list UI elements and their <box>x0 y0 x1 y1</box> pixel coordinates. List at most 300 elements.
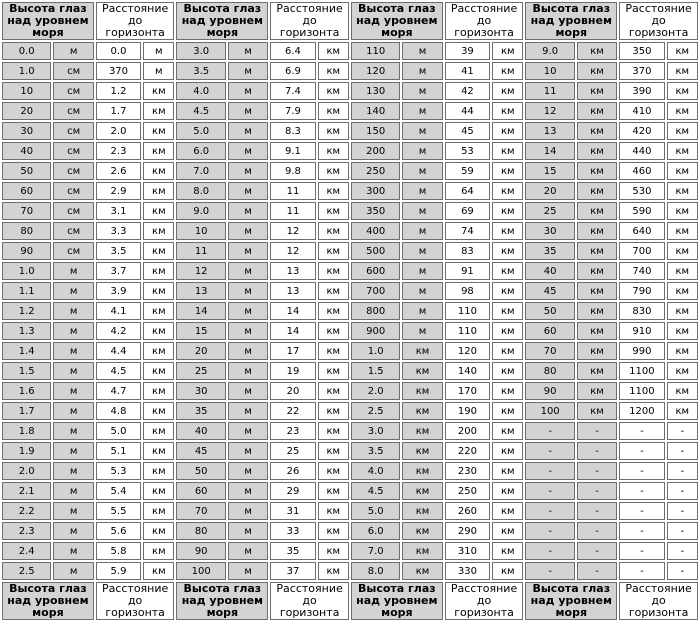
height-value: 80 <box>525 362 574 380</box>
height-unit: м <box>228 242 268 260</box>
height-value: 1.3 <box>2 322 51 340</box>
height-value: 1.7 <box>2 402 51 420</box>
height-value: 3.0 <box>176 42 225 60</box>
distance-value: 13 <box>270 262 315 280</box>
height-value: 6.0 <box>176 142 225 160</box>
distance-unit: км <box>667 162 698 180</box>
distance-value: 3.5 <box>96 242 141 260</box>
distance-unit: км <box>143 282 174 300</box>
distance-unit: км <box>143 522 174 540</box>
height-value: 7.0 <box>351 542 400 560</box>
height-unit: км <box>577 302 617 320</box>
distance-unit: км <box>143 82 174 100</box>
height-unit: м <box>53 562 93 580</box>
height-value: 140 <box>351 102 400 120</box>
height-value: 13 <box>525 122 574 140</box>
distance-unit: км <box>318 382 349 400</box>
height-value: 4.5 <box>176 102 225 120</box>
height-unit: м <box>228 162 268 180</box>
height-unit: м <box>53 302 93 320</box>
distance-unit: км <box>667 102 698 120</box>
height-value: 2.2 <box>2 502 51 520</box>
height-value: 90 <box>2 242 51 260</box>
distance-unit: км <box>667 362 698 380</box>
distance-unit: - <box>667 462 698 480</box>
height-unit: м <box>53 362 93 380</box>
distance-value: 4.4 <box>96 342 141 360</box>
height-value: 10 <box>176 222 225 240</box>
height-value: 20 <box>525 182 574 200</box>
height-value: 1.0 <box>2 62 51 80</box>
height-value: 10 <box>525 62 574 80</box>
height-value: 1.1 <box>2 282 51 300</box>
distance-value: 0.0 <box>96 42 141 60</box>
distance-unit: км <box>492 142 523 160</box>
distance-footer: Расстояние до горизонта <box>619 582 698 620</box>
height-unit: м <box>228 262 268 280</box>
height-unit: м <box>228 82 268 100</box>
height-unit: км <box>577 402 617 420</box>
distance-value: 7.9 <box>270 102 315 120</box>
height-value: - <box>525 502 574 520</box>
distance-value: 1200 <box>619 402 664 420</box>
height-unit: см <box>53 242 93 260</box>
distance-value: 23 <box>270 422 315 440</box>
distance-unit: км <box>318 182 349 200</box>
height-value: 100 <box>525 402 574 420</box>
height-value: - <box>525 522 574 540</box>
height-unit: м <box>53 282 93 300</box>
height-header: Высота глаз над уровнем моря <box>176 2 268 40</box>
distance-unit: км <box>143 442 174 460</box>
height-unit: м <box>228 382 268 400</box>
height-value: 15 <box>525 162 574 180</box>
height-value: 35 <box>525 242 574 260</box>
distance-value: 740 <box>619 262 664 280</box>
table-row <box>2 242 698 260</box>
height-unit: м <box>402 142 442 160</box>
height-value: 3.5 <box>351 442 400 460</box>
height-value: 70 <box>176 502 225 520</box>
distance-unit: км <box>143 122 174 140</box>
distance-value: 460 <box>619 162 664 180</box>
distance-unit: км <box>667 62 698 80</box>
height-unit: км <box>402 402 442 420</box>
distance-value: 83 <box>445 242 490 260</box>
header-row <box>2 2 698 40</box>
distance-unit: км <box>667 242 698 260</box>
distance-unit: км <box>667 282 698 300</box>
height-value: 3.0 <box>351 422 400 440</box>
distance-value: 3.7 <box>96 262 141 280</box>
distance-value: 8.3 <box>270 122 315 140</box>
distance-value: 91 <box>445 262 490 280</box>
height-value: 1.2 <box>2 302 51 320</box>
height-value: 110 <box>351 42 400 60</box>
distance-unit: км <box>318 542 349 560</box>
distance-unit: км <box>143 162 174 180</box>
height-unit: км <box>402 482 442 500</box>
distance-value: 12 <box>270 242 315 260</box>
height-unit: см <box>53 202 93 220</box>
height-unit: км <box>577 122 617 140</box>
height-footer: Высота глаз над уровнем моря <box>351 582 443 620</box>
distance-value: 5.9 <box>96 562 141 580</box>
distance-unit: км <box>667 382 698 400</box>
distance-unit: км <box>492 302 523 320</box>
height-value: 800 <box>351 302 400 320</box>
height-value: 20 <box>2 102 51 120</box>
height-value: 200 <box>351 142 400 160</box>
distance-value: 2.3 <box>96 142 141 160</box>
distance-value: 4.1 <box>96 302 141 320</box>
distance-unit: - <box>667 422 698 440</box>
distance-value: 260 <box>445 502 490 520</box>
height-footer: Высота глаз над уровнем моря <box>176 582 268 620</box>
height-value: 0.0 <box>2 42 51 60</box>
height-unit: км <box>577 82 617 100</box>
height-value: 900 <box>351 322 400 340</box>
distance-value: 1.2 <box>96 82 141 100</box>
distance-unit: - <box>667 482 698 500</box>
height-value: 500 <box>351 242 400 260</box>
height-value: 1.0 <box>351 342 400 360</box>
distance-unit: км <box>492 482 523 500</box>
distance-unit: км <box>492 82 523 100</box>
height-unit: м <box>402 322 442 340</box>
distance-unit: км <box>492 262 523 280</box>
height-unit: - <box>577 522 617 540</box>
height-value: 50 <box>525 302 574 320</box>
height-value: 2.5 <box>351 402 400 420</box>
distance-value: 220 <box>445 442 490 460</box>
distance-value: 700 <box>619 242 664 260</box>
distance-unit: км <box>143 102 174 120</box>
height-value: 4.0 <box>176 82 225 100</box>
table-row <box>2 422 698 440</box>
distance-unit: км <box>492 362 523 380</box>
distance-footer: Расстояние до горизонта <box>96 582 175 620</box>
height-unit: м <box>402 62 442 80</box>
height-value: 90 <box>525 382 574 400</box>
height-unit: м <box>228 362 268 380</box>
distance-value: 590 <box>619 202 664 220</box>
height-value: 14 <box>525 142 574 160</box>
height-unit: м <box>402 182 442 200</box>
table-row <box>2 102 698 120</box>
height-unit: м <box>402 302 442 320</box>
height-unit: км <box>577 222 617 240</box>
distance-unit: км <box>143 222 174 240</box>
distance-value: 410 <box>619 102 664 120</box>
distance-value: - <box>619 442 664 460</box>
distance-value: 290 <box>445 522 490 540</box>
height-unit: км <box>402 562 442 580</box>
height-unit: см <box>53 142 93 160</box>
distance-header: Расстояние до горизонта <box>619 2 698 40</box>
distance-unit: км <box>318 462 349 480</box>
height-value: 5.0 <box>176 122 225 140</box>
height-unit: км <box>577 282 617 300</box>
distance-value: 25 <box>270 442 315 460</box>
distance-unit: км <box>143 482 174 500</box>
height-unit: м <box>402 82 442 100</box>
distance-value: 830 <box>619 302 664 320</box>
height-value: 250 <box>351 162 400 180</box>
table-row <box>2 42 698 60</box>
distance-unit: км <box>492 242 523 260</box>
distance-unit: - <box>667 542 698 560</box>
distance-unit: - <box>667 522 698 540</box>
distance-value: 170 <box>445 382 490 400</box>
height-unit: м <box>228 202 268 220</box>
height-value: 1.4 <box>2 342 51 360</box>
height-unit: м <box>228 282 268 300</box>
height-unit: м <box>402 222 442 240</box>
height-unit: м <box>402 122 442 140</box>
distance-unit: км <box>492 342 523 360</box>
distance-unit: км <box>143 182 174 200</box>
height-value: 50 <box>2 162 51 180</box>
distance-value: 44 <box>445 102 490 120</box>
height-unit: м <box>228 142 268 160</box>
height-unit: м <box>402 42 442 60</box>
distance-value: 5.6 <box>96 522 141 540</box>
height-value: 1.6 <box>2 382 51 400</box>
distance-value: 790 <box>619 282 664 300</box>
height-value: 25 <box>525 202 574 220</box>
height-unit: м <box>53 462 93 480</box>
distance-value: 5.3 <box>96 462 141 480</box>
height-value: 5.0 <box>351 502 400 520</box>
height-unit: м <box>402 102 442 120</box>
height-unit: м <box>228 422 268 440</box>
distance-value: 370 <box>619 62 664 80</box>
distance-unit: км <box>318 302 349 320</box>
height-unit: см <box>53 162 93 180</box>
table-row <box>2 302 698 320</box>
distance-value: 5.4 <box>96 482 141 500</box>
height-value: 2.0 <box>2 462 51 480</box>
distance-value: 26 <box>270 462 315 480</box>
height-unit: - <box>577 562 617 580</box>
height-unit: км <box>577 322 617 340</box>
height-unit: км <box>577 362 617 380</box>
distance-unit: км <box>318 502 349 520</box>
height-unit: - <box>577 502 617 520</box>
height-value: 600 <box>351 262 400 280</box>
height-unit: км <box>577 262 617 280</box>
distance-value: 310 <box>445 542 490 560</box>
table-row <box>2 222 698 240</box>
distance-value: 110 <box>445 302 490 320</box>
distance-unit: км <box>143 502 174 520</box>
height-value: 2.1 <box>2 482 51 500</box>
distance-unit: км <box>318 482 349 500</box>
distance-unit: км <box>492 282 523 300</box>
height-value: 1.9 <box>2 442 51 460</box>
distance-unit: км <box>143 562 174 580</box>
height-footer: Высота глаз над уровнем моря <box>525 582 617 620</box>
height-unit: м <box>53 542 93 560</box>
height-unit: м <box>228 122 268 140</box>
distance-unit: км <box>143 302 174 320</box>
table-row <box>2 82 698 100</box>
height-unit: км <box>577 182 617 200</box>
height-value: 9.0 <box>525 42 574 60</box>
height-unit: м <box>53 42 93 60</box>
height-unit: км <box>577 62 617 80</box>
height-unit: км <box>577 202 617 220</box>
distance-value: 1100 <box>619 362 664 380</box>
distance-value: 230 <box>445 462 490 480</box>
height-value: 120 <box>351 62 400 80</box>
distance-unit: км <box>318 262 349 280</box>
distance-value: 69 <box>445 202 490 220</box>
table-row <box>2 502 698 520</box>
distance-unit: км <box>318 142 349 160</box>
height-unit: м <box>228 522 268 540</box>
height-value: 1.0 <box>2 262 51 280</box>
table-row <box>2 542 698 560</box>
height-unit: м <box>53 342 93 360</box>
table-row <box>2 362 698 380</box>
height-value: 11 <box>525 82 574 100</box>
height-value: 350 <box>351 202 400 220</box>
height-unit: м <box>402 162 442 180</box>
distance-unit: км <box>318 322 349 340</box>
height-value: 8.0 <box>351 562 400 580</box>
height-value: 130 <box>351 82 400 100</box>
height-value: 15 <box>176 322 225 340</box>
distance-value: 37 <box>270 562 315 580</box>
distance-value: 3.3 <box>96 222 141 240</box>
distance-value: 4.7 <box>96 382 141 400</box>
height-header: Высота глаз над уровнем моря <box>351 2 443 40</box>
distance-value: 31 <box>270 502 315 520</box>
height-value: 2.0 <box>351 382 400 400</box>
height-value: - <box>525 542 574 560</box>
height-unit: км <box>577 342 617 360</box>
height-value: 300 <box>351 182 400 200</box>
distance-value: 29 <box>270 482 315 500</box>
distance-unit: м <box>143 42 174 60</box>
distance-unit: км <box>667 142 698 160</box>
height-value: - <box>525 562 574 580</box>
height-unit: см <box>53 182 93 200</box>
height-unit: м <box>228 402 268 420</box>
table-row <box>2 382 698 400</box>
distance-value: 420 <box>619 122 664 140</box>
height-value: 25 <box>176 362 225 380</box>
height-unit: - <box>577 442 617 460</box>
distance-value: 64 <box>445 182 490 200</box>
distance-unit: км <box>318 242 349 260</box>
height-unit: см <box>53 222 93 240</box>
table-row <box>2 122 698 140</box>
distance-unit: км <box>318 202 349 220</box>
distance-unit: км <box>492 182 523 200</box>
height-value: 45 <box>525 282 574 300</box>
table-row <box>2 482 698 500</box>
distance-value: - <box>619 502 664 520</box>
height-unit: м <box>53 522 93 540</box>
distance-value: 9.1 <box>270 142 315 160</box>
distance-unit: км <box>492 42 523 60</box>
distance-value: 110 <box>445 322 490 340</box>
height-unit: м <box>228 322 268 340</box>
distance-unit: км <box>143 382 174 400</box>
distance-unit: км <box>492 222 523 240</box>
distance-unit: км <box>667 342 698 360</box>
distance-value: 330 <box>445 562 490 580</box>
height-value: 20 <box>176 342 225 360</box>
distance-footer: Расстояние до горизонта <box>270 582 349 620</box>
height-value: 14 <box>176 302 225 320</box>
height-unit: см <box>53 102 93 120</box>
distance-unit: км <box>667 222 698 240</box>
distance-unit: км <box>143 322 174 340</box>
height-value: 70 <box>525 342 574 360</box>
distance-value: 390 <box>619 82 664 100</box>
distance-value: 17 <box>270 342 315 360</box>
footer-row <box>2 582 698 620</box>
distance-unit: км <box>492 522 523 540</box>
distance-unit: км <box>492 102 523 120</box>
height-unit: м <box>228 342 268 360</box>
distance-unit: км <box>667 182 698 200</box>
height-header: Высота глаз над уровнем моря <box>525 2 617 40</box>
distance-unit: км <box>492 462 523 480</box>
distance-unit: км <box>143 242 174 260</box>
height-value: 10 <box>2 82 51 100</box>
distance-unit: км <box>143 462 174 480</box>
distance-unit: км <box>318 562 349 580</box>
distance-value: 3.1 <box>96 202 141 220</box>
height-unit: м <box>228 42 268 60</box>
distance-unit: км <box>318 442 349 460</box>
distance-unit: км <box>318 162 349 180</box>
distance-value: 20 <box>270 382 315 400</box>
distance-value: 98 <box>445 282 490 300</box>
distance-unit: - <box>667 562 698 580</box>
distance-unit: км <box>492 162 523 180</box>
height-value: 60 <box>525 322 574 340</box>
height-value: - <box>525 462 574 480</box>
height-value: 1.8 <box>2 422 51 440</box>
table-row <box>2 322 698 340</box>
height-value: 30 <box>2 122 51 140</box>
height-unit: км <box>402 362 442 380</box>
table-row <box>2 142 698 160</box>
height-unit: - <box>577 422 617 440</box>
height-header: Высота глаз над уровнем моря <box>2 2 94 40</box>
distance-header: Расстояние до горизонта <box>445 2 524 40</box>
height-unit: - <box>577 482 617 500</box>
distance-value: 4.2 <box>96 322 141 340</box>
distance-value: 11 <box>270 202 315 220</box>
distance-unit: км <box>667 202 698 220</box>
distance-unit: км <box>667 82 698 100</box>
height-unit: м <box>53 422 93 440</box>
distance-unit: км <box>318 42 349 60</box>
distance-unit: - <box>667 502 698 520</box>
height-unit: м <box>53 262 93 280</box>
distance-unit: км <box>318 82 349 100</box>
table-row <box>2 62 698 80</box>
distance-value: 19 <box>270 362 315 380</box>
height-unit: м <box>402 282 442 300</box>
